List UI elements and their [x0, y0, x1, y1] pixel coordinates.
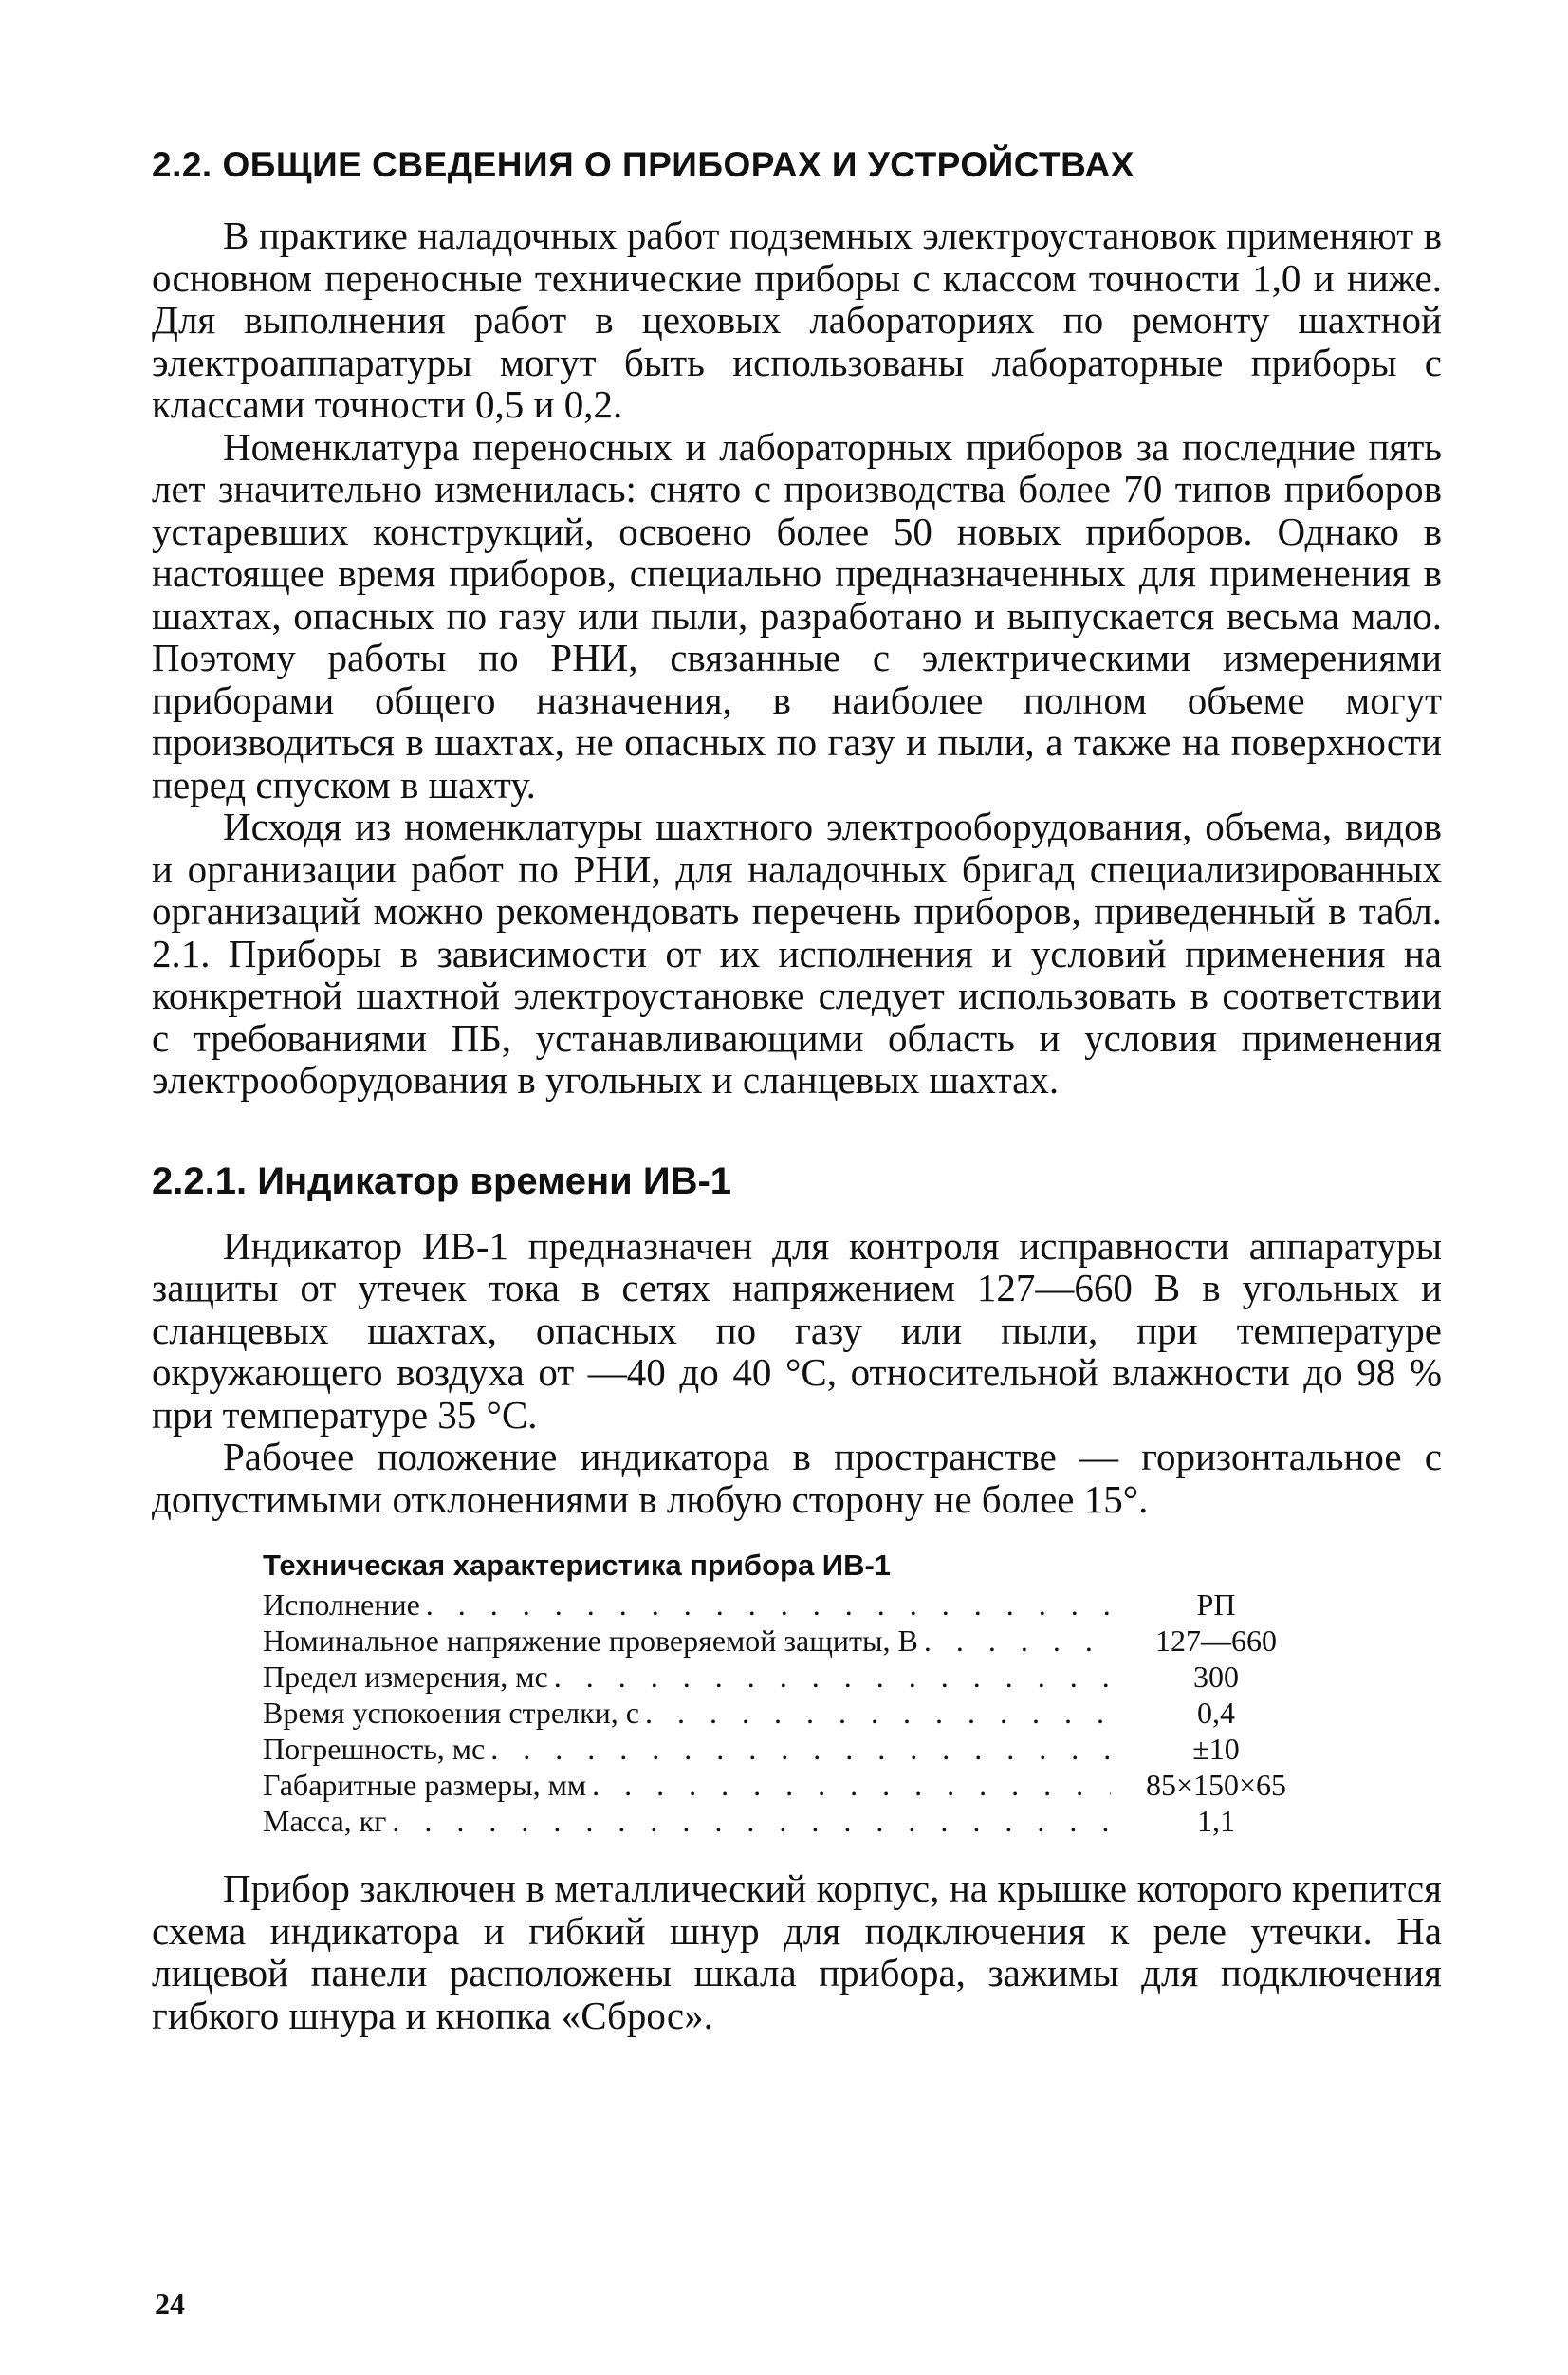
spec-row [263, 1803, 1316, 1839]
paragraph-housing: Прибор заключен в металлический корпус, на крышке которого крепится схема индикатора и гибкий шнур для подключения к реле утечки. На лицевой панели расположены шкала прибора, зажимы для подключения гибкого шнура и кнопка «Сброс». [152, 1866, 1442, 2037]
leader-dots [554, 1659, 1111, 1695]
leader-dots [924, 1623, 1111, 1659]
spec-row [263, 1623, 1316, 1659]
leader-dots [392, 1803, 1111, 1839]
spec-value: 300 [1193, 1660, 1239, 1694]
paragraph-recommendation: Исходя из номенклатуры шахтного электрооборудования, объема, видов и организации работ по РНИ, для наладочных бригад специализированных организаций можно рекомендовать перечень приборов, приведенный в табл. 2.1. Приборы в зависимости от их исполнения и условий применения на конкретной шахтной электроустановке следует использовать в соответствии с требованиями ПБ, устанавливающими область и условия применения электрооборудования в угольных и сланцевых шахтах. [152, 805, 1442, 1102]
spec-label: Номинальное напряжение проверяемой защиты, В [263, 1624, 918, 1658]
spec-title: Техническая характеристика прибора ИВ-1 [263, 1549, 892, 1582]
spec-label: Габаритные размеры, мм [263, 1768, 587, 1802]
spec-row [263, 1767, 1316, 1803]
spec-row [263, 1695, 1316, 1731]
spec-label: Исполнение [263, 1587, 420, 1622]
leader-dots [592, 1767, 1111, 1803]
leader-dots [490, 1731, 1111, 1767]
spec-label: Предел измерения, мс [263, 1660, 548, 1694]
page-number: 24 [155, 2287, 185, 2321]
leader-dots [426, 1586, 1111, 1623]
spec-row [263, 1586, 1316, 1623]
page-content [152, 142, 1442, 2036]
spec-label: Погрешность, мс [263, 1732, 486, 1766]
spec-value: 127—660 [1155, 1624, 1277, 1658]
spec-label: Масса, кг [263, 1804, 387, 1838]
spec-value: РП [1196, 1587, 1236, 1622]
paragraph-intro: В практике наладочных работ подземных электроустановок применяют в основном переносные технические приборы с классом точности 1,0 и ниже. Для выполнения работ в цеховых лабораториях по ремонту шахтной электроаппаратуры могут быть использованы лабораторные приборы с классами точности 0,5 и 0,2. [152, 213, 1442, 426]
paragraph-nomenclature: Номенклатура переносных и лабораторных приборов за последние пять лет значительно изменилась: снято с производства более 70 типов приборов устаревших конструкций, освоено более 50 новых приборов. Однако в настоящее время приборов, специально предназначенных для применения в шахтах, опасных по газу или пыли, разработано и выпускается весьма мало. Поэтому работы по РНИ, связанные с электрическими измерениями приборами общего назначения, в наиболее полном объеме могут производиться в шахтах, не опасных по газу и пыли, а также на поверхности перед спуском в шахту. [152, 424, 1442, 807]
spec-label: Время успокоения стрелки, с [263, 1696, 639, 1730]
spec-value: ±10 [1192, 1732, 1240, 1766]
paragraph-position: Рабочее положение индикатора в пространстве — горизонтальное с допустимыми отклонениями в любую сторону не более 15°. [152, 1435, 1442, 1521]
spec-value: 1,1 [1197, 1804, 1235, 1838]
spec-value: 0,4 [1197, 1696, 1235, 1730]
paragraph-purpose: Индикатор ИВ-1 предназначен для контроля исправности аппаратуры защиты от утечек тока в сетях напряжением 127—660 В в угольных и сланцевых шахтах, опасных по газу или пыли, при температуре окружающего воздуха от —40 до 40 °С, относительной влажности до 98 % при температуре 35 °С. [152, 1223, 1442, 1437]
subsection-heading: 2.2.1. Индикатор времени ИВ-1 [152, 1160, 732, 1202]
spec-value: 85×150×65 [1145, 1768, 1287, 1802]
spec-table [263, 1547, 1316, 1839]
spec-row [263, 1731, 1316, 1767]
section-heading: 2.2. ОБЩИЕ СВЕДЕНИЯ О ПРИБОРАХ И УСТРОЙСТВАХ [152, 145, 1134, 184]
spec-row [263, 1659, 1316, 1695]
leader-dots [645, 1695, 1111, 1731]
